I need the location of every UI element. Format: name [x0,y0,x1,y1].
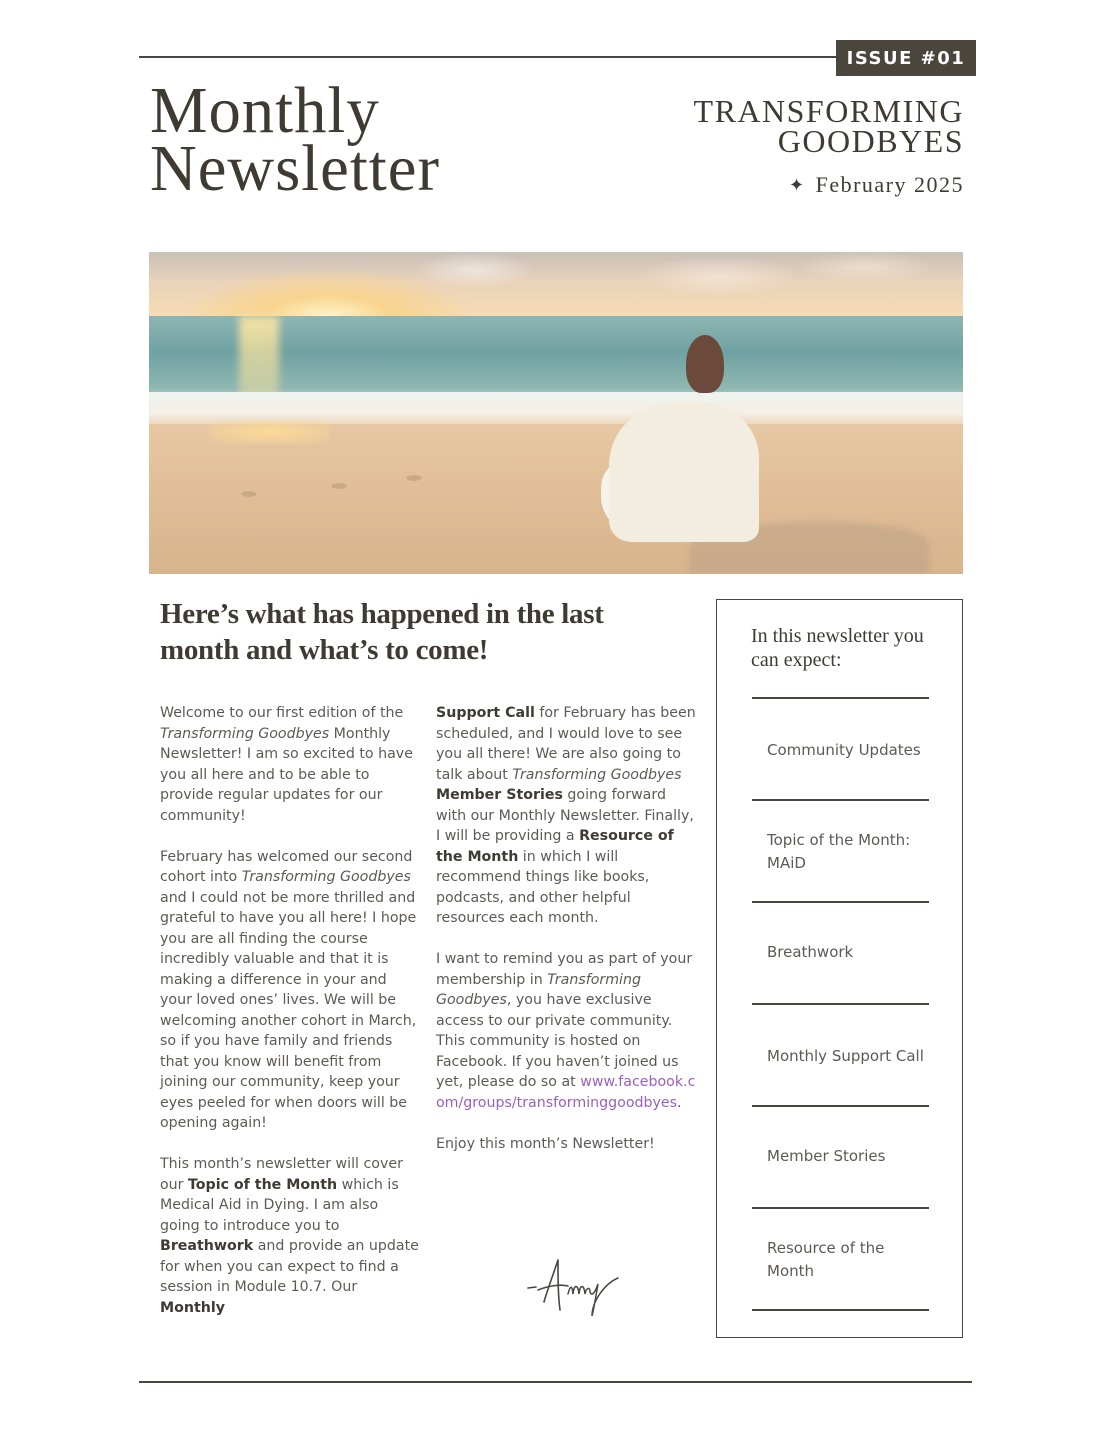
bold-text: Support Call [436,705,535,721]
text: and provide an update for when you can expect to find a session in Module 10.7. Our [160,1238,419,1295]
contents-item-label: Breathwork [767,942,854,961]
contents-item [767,912,932,992]
paragraph [160,703,422,826]
contents-item-label: Resource of the Month [767,1239,885,1280]
title-line-1: Monthly [150,74,380,147]
facebook-group-link[interactable]: www.facebook.com/groups/transforminggoodbyes [436,1074,696,1111]
divider [752,1207,929,1209]
issue-date [789,172,964,198]
closing-line: Enjoy this month’s Newsletter! [436,1135,655,1152]
divider [752,799,929,801]
divider [752,697,929,699]
signature-amy [524,1250,624,1320]
text: in which I will recommend things like books, podcasts, and other helpful resources each month. [436,848,650,926]
contents-box [716,599,963,1338]
divider [752,1309,929,1311]
bold-text: Resource of the Month [436,828,674,865]
brand-line-2: GOODBYES [777,123,964,159]
text: . [677,1094,682,1111]
contents-item-label: Monthly Support Call [767,1046,924,1065]
hero-wet-sand-reflection [209,420,329,444]
text: for February has been scheduled, and I would love to see you all there! We are also going to talk about [436,705,696,783]
paragraph [160,1154,422,1318]
article-column-2 [436,703,698,1175]
divider [752,1105,929,1107]
paragraph [436,703,698,929]
newsletter-title [150,74,440,205]
hero-image [149,252,963,574]
brand-line-1: TRANSFORMING [693,93,964,129]
contents-item-label: Community Updates [767,740,921,759]
text: , you have exclusive access to our private community. This community is hosted on Facebook. If you haven’t joined us yet, please do so at [436,992,679,1090]
bottom-divider [139,1381,972,1383]
text: Monthly Newsletter! I am so excited to have you all here and to be able to provide regular updates for our community! [160,725,413,824]
contents-item-label: Member Stories [767,1146,886,1165]
emphasis-text: Transforming Goodbyes [436,971,641,1008]
bold-text: Member Stories [436,787,563,803]
article-column-1 [160,703,422,1339]
text: This month’s newsletter will cover our [160,1156,403,1193]
contents-item [767,710,932,790]
brand-name [693,93,964,159]
text: Welcome to our first edition of the [160,705,404,721]
emphasis-text: Transforming Goodbyes [512,766,682,783]
hero-clouds [149,252,963,312]
contents-item [767,1220,932,1300]
hero-person-body [609,402,759,542]
hero-footprints [189,462,489,502]
contents-item [767,812,932,892]
divider [752,901,929,903]
text: going forward with our Monthly Newsletter. Finally, I will be providing a [436,787,694,844]
bold-text: Breathwork [160,1238,254,1254]
paragraph [436,949,698,1113]
date-text: February 2025 [815,172,964,197]
title-line-2: Newsletter [150,132,440,205]
contents-title: In this newsletter you can expect: [751,625,924,671]
text: and I could not be more thrilled and grateful to have you all here! I hope you are all finding the course incredibly valuable and that it is making a difference in your and your loved ones’ lives. We will be welcoming another cohort in March, so if you have family and friends that you know will benefit from joining our community, keep your eyes peeled for when doors will be opening again! [160,889,417,1131]
top-divider [139,56,839,58]
four-point-star-icon: ✦ [788,174,806,195]
issue-badge: ISSUE #01 [836,40,976,76]
bold-text: Monthly [160,1299,225,1316]
contents-item [767,1116,932,1196]
hero-person-head [686,335,724,393]
text: February has welcomed our second cohort into [160,848,413,885]
emphasis-text: Transforming Goodbyes [241,869,411,885]
text: which is Medical Aid in Dying. I am also going to introduce you to [160,1176,399,1234]
emphasis-text: Transforming Goodbyes [160,725,330,742]
bold-text: Topic of the Month [188,1176,338,1193]
contents-item [767,1016,932,1096]
text: I want to remind you as part of your membership in [436,951,693,988]
divider [752,1003,929,1005]
paragraph [160,847,422,1134]
contents-item-label: Topic of the Month: MAiD [767,831,911,872]
intro-heading: Here’s what has happened in the last month and what’s to come! [160,598,604,666]
